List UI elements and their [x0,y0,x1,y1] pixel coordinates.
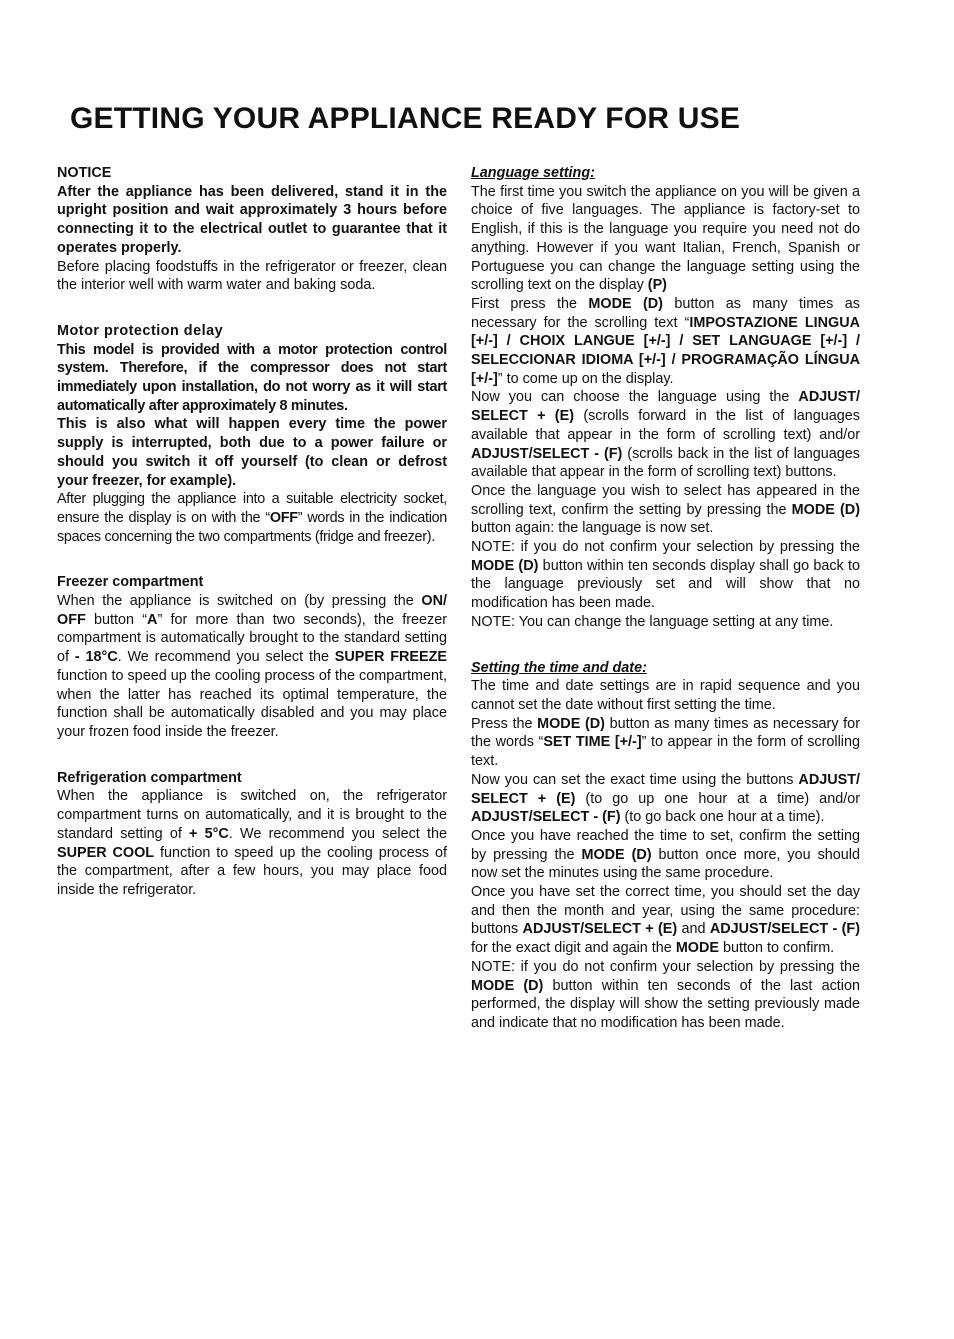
text-run: (scrolls forward in the list of languages available that appear in the form of scrolling text) and/or [471,408,860,443]
text-run: function to speed up the cooling process of the compartment, when the latter has reached its optimal temperature, the function shall be automatically disabled and you may place your frozen food inside the freezer. [57,667,447,740]
notice-warning: After the appliance has been delivered, stand it in the upright position and wait approximately 3 hours before connecting it to the electrical outlet to guarantee that it operates properly. [57,183,447,256]
text-run: When the appliance is switched on, the refrigerator compartment turns on automatically, and it is brought to the standard setting of [57,788,447,842]
time-intro: The time and date settings are in rapid sequence and you cannot set the date without first setting the time. [471,678,860,713]
freezer-heading: Freezer compartment [57,574,204,591]
text-run: ” words in the indication spaces concerning the two compartments (fridge and freezer). [57,509,447,545]
time-step-mode [471,715,860,771]
fridge-text [57,787,447,899]
text-run: button again: the language is now set. [471,520,714,537]
bold-run: MODE (D) [581,846,652,863]
text-run: (to go up one hour at a time) and/or [575,790,860,807]
text-run: NOTE: if you do not confirm your selection by pressing the [471,539,860,556]
bold-run: SUPER FREEZE [334,649,447,666]
bold-run: OFF [269,509,298,526]
text-run: Now you can set the exact time using the buttons [471,771,799,788]
text-run: button “ [85,611,148,628]
text-run: button within ten seconds of the last action performed, the display will show the setting previously made and indicate that no modification has been made. [471,977,860,1031]
page-title: GETTING YOUR APPLIANCE READY FOR USE [70,102,741,135]
time-step-adjust [471,771,860,827]
motor-warning-1: This model is provided with a motor protection control system. Therefore, if the compressor does not start immediately upon installation, do not worry as it will start automatically after approximately 8 minutes. [57,341,447,414]
bold-run: ADJUST/SELECT - (F) [471,809,621,826]
bold-run: (P) [647,277,667,294]
time-step-confirm [471,827,860,883]
text-run: After plugging the appliance into a suitable electricity socket, ensure the display is on with the “ [57,491,447,526]
text-run: for the exact digit and again the [471,940,676,957]
text-run: function to speed up the cooling process of the compartment, after a few hours, you may place food inside the refrigerator. [57,844,448,898]
language-note-timeout [471,538,860,613]
bold-run: SET TIME [+/-] [543,734,642,751]
text-run: . We recommend you select the [117,649,335,666]
bold-run: MODE (D) [537,715,605,732]
bold-run: ADJUST/SELECT - (F) [471,445,623,462]
language-note-anytime: NOTE: You can change the language setting at any time. [471,613,834,630]
language-heading: Language setting: [471,165,595,181]
bold-run: MODE (D) [588,295,663,312]
bold-run: A [147,611,158,628]
motor-warning-2: This is also what will happen every time the power supply is interrupted, both due to a power failure or should you switch it off yourself (to clean or defrost your freezer, for example). [57,416,447,489]
motor-text [57,490,447,546]
text-run: When the appliance is switched on (by pressing the [57,593,422,610]
time-note-timeout [471,958,860,1033]
language-intro [471,183,860,295]
text-run: button once more, you should now set the minutes using the same procedure. [471,846,860,882]
text-run: button as many times as necessary for the scrolling text “ [471,295,860,331]
text-run: Once you have reached the time to set, confirm the setting by pressing the [471,827,860,863]
text-run: Once you have set the correct time, you should set the day and then the month and year, using the same procedure: buttons [471,884,860,938]
text-run: The first time you switch the appliance on you will be given a choice of five languages. The appliance is factory-set to English, if this is the language you require you need not do anything. However if you want Italian, French, Spanish or Portuguese you can change the language setting using the scrolling text on the display [471,183,860,294]
bold-run: - 18°C [74,649,118,666]
time-heading: Setting the time and date: [471,659,647,676]
bold-run: MODE [675,940,719,957]
text-run: (to go back one hour at a time). [620,809,825,826]
language-step-confirm [471,482,860,538]
bold-run: IMPOSTAZIONE LINGUA [+/-] / CHOIX LANGUE [+/-] / SET LANGUAGE [+/-] / SELECCIONAR IDIOMA [+/-] / PROGRAMAÇÃO LÍNGUA [+/-] [471,314,861,387]
right-column [471,164,860,1033]
freezer-text [57,592,447,742]
text-run: Now you can choose the language using the [471,389,799,406]
notice-text: Before placing foodstuffs in the refrigerator or freezer, clean the interior well with warm water and baking soda. [57,258,447,294]
language-step-select [471,388,860,482]
text-run: ” to come up on the display. [497,370,674,387]
text-run: ” for more than two seconds), the freezer compartment is automatically brought to the standard setting of [57,611,447,666]
text-run: and [677,921,710,938]
text-run: (scrolls back in the list of languages available that appear in the form of scrolling text) buttons. [471,445,861,481]
text-run: Once the language you wish to select has appeared in the scrolling text, confirm the setting by pressing the [471,482,860,518]
text-run: NOTE: if you do not confirm your selection by pressing the [471,958,860,975]
bold-run: MODE (D) [471,557,539,574]
text-run: First press the [471,295,589,312]
text-run: button to confirm. [719,940,835,957]
bold-run: + 5°C [189,825,229,842]
text-run: button as many times as necessary for the words “ [471,715,860,751]
time-step-date [471,883,860,958]
bold-run: MODE (D) [791,501,860,518]
text-run: button within ten seconds display shall go back to the language previously set and will show that no modification has been made. [471,557,860,612]
text-run: . We recommend you select the [228,825,447,842]
text-run: ” to appear in the form of scrolling text. [471,734,860,770]
bold-run: ADJUST/SELECT - (F) [709,921,860,938]
bold-run: ADJUST/ SELECT + (E) [471,771,860,807]
left-column [57,164,447,900]
notice-heading: NOTICE [57,165,112,181]
bold-run: ADJUST/SELECT + (E) [522,921,678,938]
fridge-heading: Refrigeration compartment [57,769,242,786]
bold-run: MODE (D) [471,977,544,994]
motor-heading: Motor protection delay [57,322,224,339]
language-step-mode [471,295,860,389]
bold-run: SUPER COOL [57,844,155,861]
bold-run: ADJUST/ SELECT + (E) [471,389,860,425]
bold-run: ON/ OFF [57,593,447,628]
text-run: Press the [471,715,538,732]
